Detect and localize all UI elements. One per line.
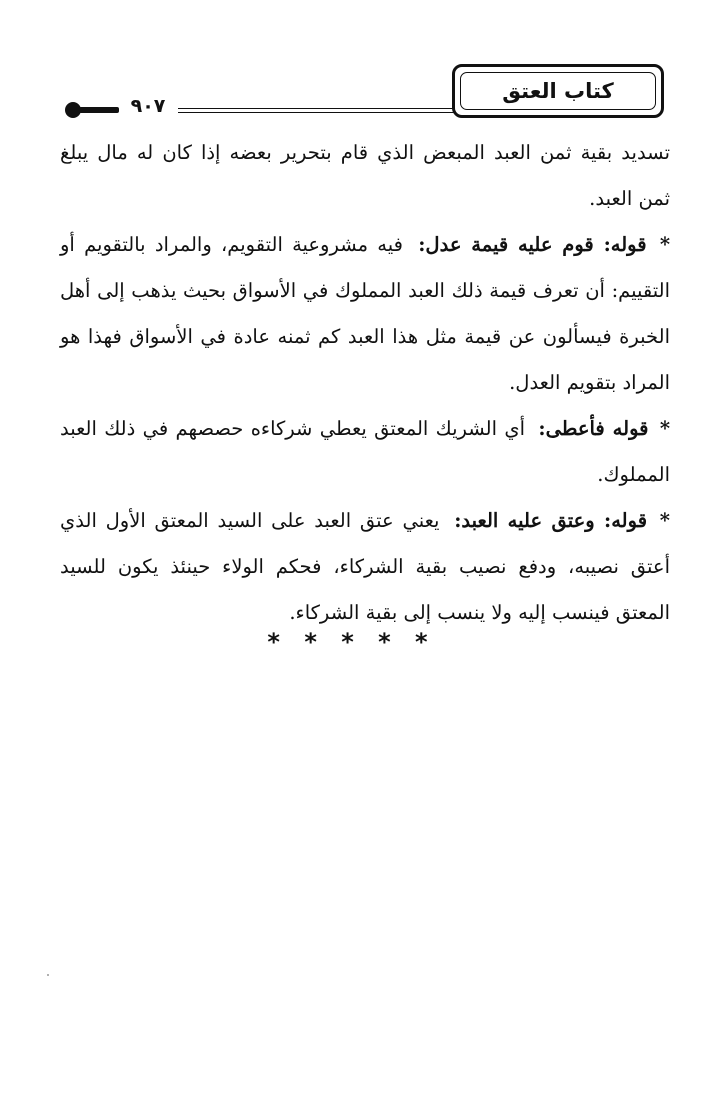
page-number: ٩٠٧	[130, 95, 166, 117]
entry-paragraph	[60, 406, 670, 498]
bullet-marker: *	[659, 233, 671, 256]
entry-heading: قوله فأعطى:	[538, 417, 649, 440]
page-number-ornament-icon	[64, 101, 120, 119]
bullet-marker: *	[659, 417, 671, 440]
margin-speck	[47, 974, 49, 976]
chapter-title-frame	[452, 64, 664, 118]
entry-text: أي الشريك المعتق يعطي شركاءه حصصهم في ذلك العبد المملوك.	[60, 417, 670, 486]
entry-heading: قوله: قوم عليه قيمة عدل:	[418, 233, 647, 256]
header-rule	[178, 108, 454, 113]
entry-text: يعني عتق العبد على السيد المعتق الأول الذي أعتق نصيبه، ودفع نصيب بقية الشركاء، فحكم الولاء حينئذ يكون للسيد المعتق فينسب إليه ولا ينسب إلى بقية الشركاء.	[60, 509, 670, 624]
entry-heading: قوله: وعتق عليه العبد:	[454, 509, 648, 532]
chapter-title: كتاب العتق	[460, 72, 656, 110]
entry-paragraph	[60, 498, 670, 636]
entry-text: فيه مشروعية التقويم، والمراد بالتقويم أو التقييم: أن تعرف قيمة ذلك العبد المملوك في الأسواق بحيث يذهب إلى أهل الخبرة فيسألون عن قيمة مثل هذا العبد كم ثمنه عادة في الأسواق فهذا هو المراد بتقويم العدل.	[60, 233, 670, 394]
bullet-marker: *	[659, 509, 670, 532]
section-separator: * * * * *	[267, 628, 436, 656]
entry-paragraph	[60, 222, 670, 406]
main-text	[60, 130, 670, 636]
intro-paragraph: تسديد بقية ثمن العبد المبعض الذي قام بتحرير بعضه إذا كان له مال يبلغ ثمن العبد.	[60, 141, 670, 210]
